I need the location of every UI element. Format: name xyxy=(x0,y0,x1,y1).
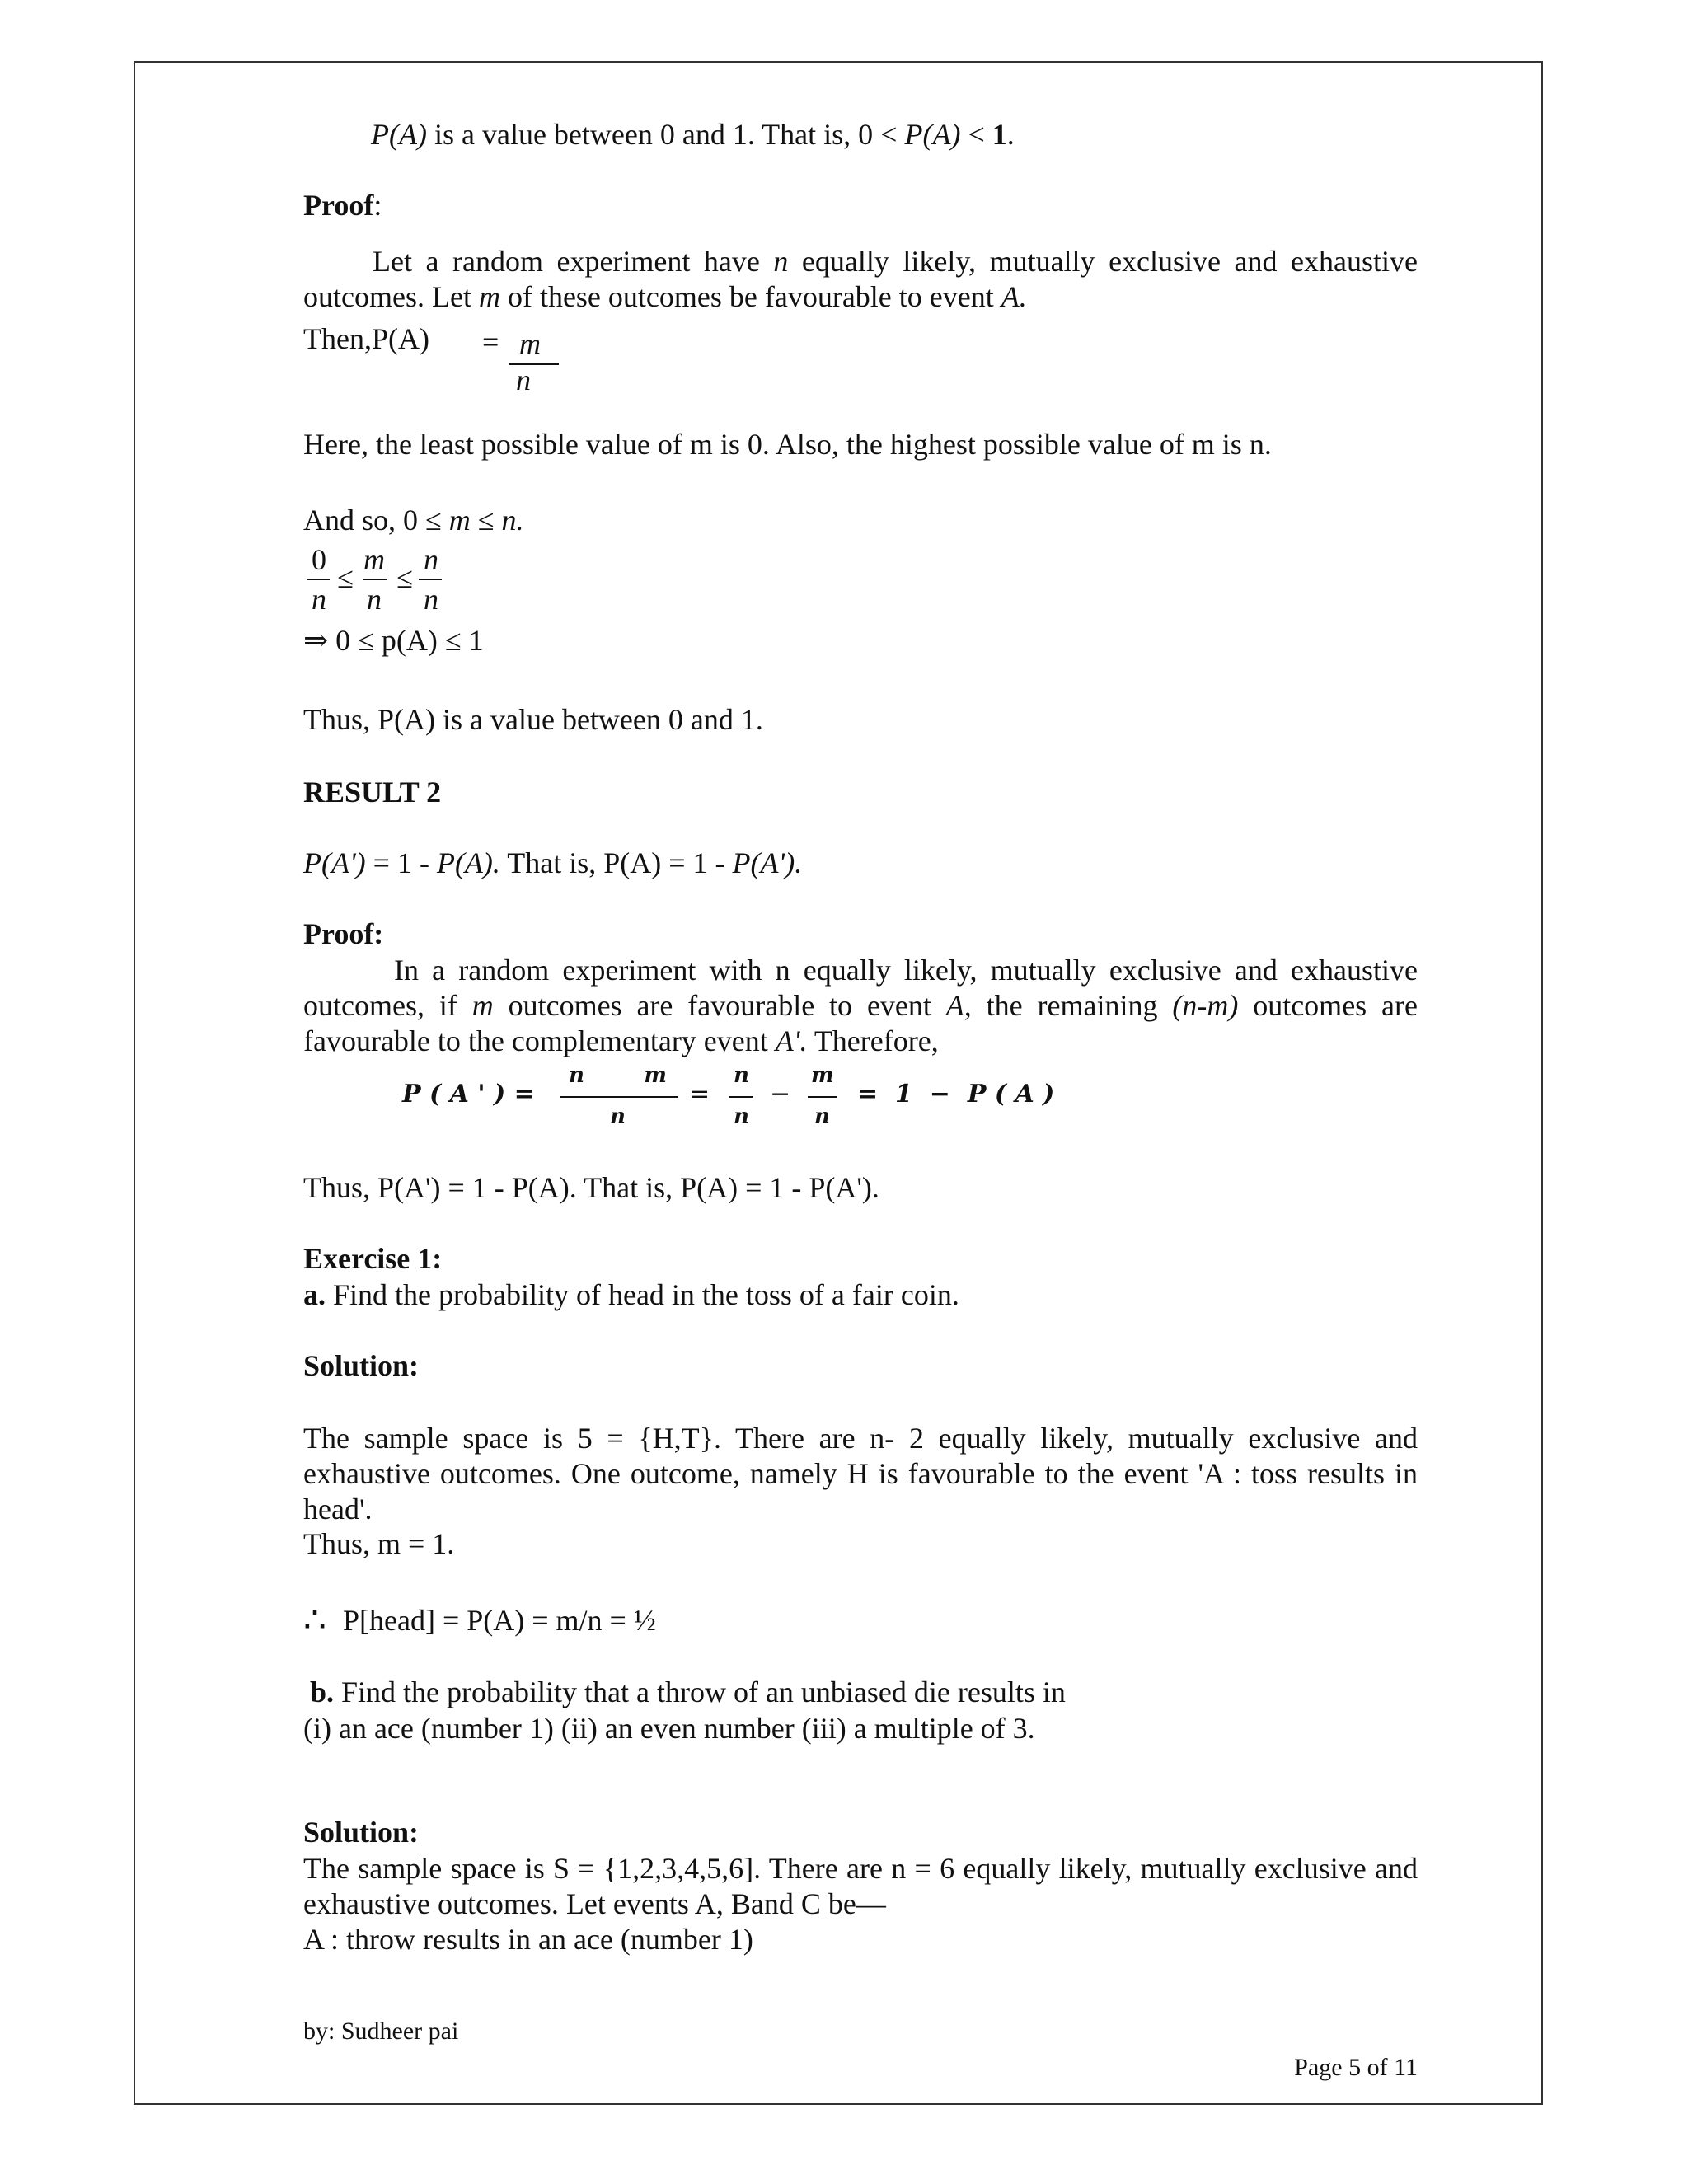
exercise1-b-label: b. xyxy=(310,1675,335,1708)
eq2-lhs: P ( A ' ) = xyxy=(402,1080,535,1108)
frac-n: n xyxy=(516,363,531,396)
ineq-line-1 xyxy=(307,579,330,580)
eq2-num2: n xyxy=(734,1063,749,1088)
result1-pa-2: P(A) xyxy=(904,118,961,151)
eq2-eq: = xyxy=(689,1080,710,1108)
proof2-heading: Proof: xyxy=(303,917,384,950)
eq-sign-text: = xyxy=(482,326,499,359)
eq2-num3: m xyxy=(811,1063,834,1088)
and-so-mid: ≤ xyxy=(470,504,502,537)
proof2-p-Ap: A'. xyxy=(775,1024,808,1057)
footer-page-number: Page 5 of 11 xyxy=(1294,2054,1418,2081)
page-border xyxy=(134,61,1543,2105)
proof2-paragraph xyxy=(303,953,1418,1059)
proof1-p1-a: Let a random experiment have xyxy=(373,245,774,278)
exercise1-b-items: (i) an ace (number 1) (ii) an even number (iii) a multiple of 3. xyxy=(303,1712,1035,1745)
frac-m: m xyxy=(519,327,541,360)
least-value-line: Here, the least possible value of m is 0. Also, the highest possible value of m is n. xyxy=(303,428,1272,461)
proof1-p1-n: n xyxy=(773,245,789,278)
and-so-line xyxy=(303,503,1418,538)
implies-line: ⇒ 0 ≤ p(A) ≤ 1 xyxy=(303,624,484,657)
result2-statement xyxy=(303,846,1418,881)
then-label: Then,P(A) xyxy=(303,322,429,355)
proof1-paragraph xyxy=(303,244,1418,315)
solution1-heading: Solution: xyxy=(303,1349,420,1382)
and-so-pre: And so, 0 ≤ xyxy=(303,504,449,537)
proof1-p1-c: of these outcomes be favourable to event xyxy=(499,280,1001,313)
eq2-den3: n xyxy=(814,1104,830,1129)
ineq-num-m: m xyxy=(363,543,385,576)
ineq-den-2: n xyxy=(367,583,382,616)
exercise1-a-text: Find the probability of head in the toss of a fair coin. xyxy=(326,1278,959,1311)
solution2-paragraph: The sample space is S = {1,2,3,4,5,6]. There are n = 6 equally likely, mutually exclusive and exhaustive outcomes. Let events A, Band C be— xyxy=(303,1852,1418,1920)
solution1-paragraph: The sample space is 5 = {H,T}. There are n- 2 equally likely, mutually exclusive and exhaustive outcomes. One outcome, namely H is favourable to the event 'A : toss results in head'. xyxy=(303,1422,1418,1526)
exercise1-b-text: Find the probability that a throw of an unbiased die results in xyxy=(334,1675,1066,1708)
eq2-num1: n m xyxy=(569,1063,667,1088)
proof2-p-c: the remaining xyxy=(971,989,1173,1022)
proof1-heading-text: Proof xyxy=(303,189,374,222)
solution2-heading: Solution: xyxy=(303,1816,420,1849)
eq2-den1: n xyxy=(610,1104,626,1129)
proof2-p-a: In a random experiment with n equally likely, mutually exclusive and exhaustive outcomes, if xyxy=(303,954,1418,1022)
exercise1-a-label: a. xyxy=(303,1278,326,1311)
proof2-p-b: outcomes are favourable to event xyxy=(493,989,946,1022)
result2-heading: RESULT 2 xyxy=(303,776,442,808)
proof1-p1-A: A. xyxy=(1001,280,1027,313)
exercise1-a xyxy=(303,1277,1418,1313)
proof2-p-A: A, xyxy=(945,989,972,1022)
phead-text: P[head] = P(A) = m/n = ½ xyxy=(343,1604,656,1637)
result2-b: = 1 - xyxy=(365,846,437,879)
then-pa-label xyxy=(303,321,1418,357)
ineq-le-2: ≤ xyxy=(396,561,413,594)
eq2-minus: − xyxy=(770,1080,791,1108)
result1-statement xyxy=(371,117,1485,152)
eq2-line-2 xyxy=(729,1096,753,1098)
result2-e: P(A'). xyxy=(732,846,803,879)
ineq-le-1: ≤ xyxy=(337,561,354,594)
proof1-p1-m: m xyxy=(478,280,500,313)
eq2-line-1 xyxy=(560,1096,678,1098)
proof2-p-d: outcomes are favourable to the complementary event xyxy=(303,989,1418,1057)
eq-sign xyxy=(482,325,499,360)
result1-lt: < xyxy=(960,118,992,151)
result1-text: is a value between 0 and 1. That is, 0 < xyxy=(426,118,905,151)
result1-end: . xyxy=(1006,118,1015,151)
result1-one: 1 xyxy=(992,118,1007,151)
ineq-den-1: n xyxy=(312,583,326,616)
proof2-p-e: Therefore, xyxy=(807,1024,939,1057)
eq2-line-3 xyxy=(808,1096,837,1098)
ineq-line-2 xyxy=(363,579,387,580)
ineq-num-n: n xyxy=(424,543,438,576)
result2-c: P(A). xyxy=(436,846,500,879)
proof2-p-nm: (n-m) xyxy=(1172,989,1239,1022)
proof1-heading xyxy=(303,188,1418,223)
eq2-den2: n xyxy=(734,1104,749,1129)
ineq-num-0: 0 xyxy=(312,543,326,576)
exercise1-b xyxy=(310,1675,1424,1710)
ineq-den-3: n xyxy=(424,583,438,616)
thus2-line: Thus, P(A') = 1 - P(A). That is, P(A) = 1 - P(A'). xyxy=(303,1171,879,1204)
footer-author: by: Sudheer pai xyxy=(303,2018,459,2045)
therefore-icon: ∴ xyxy=(303,1600,326,1640)
exercise1-heading: Exercise 1: xyxy=(303,1242,443,1275)
eq2-rhs: = 1 − P ( A ) xyxy=(857,1080,1055,1108)
thus-m-line: Thus, m = 1. xyxy=(303,1527,455,1560)
proof1-p1-b: equally likely, mutually exclusive and exhaustive outcomes. Let xyxy=(303,245,1418,313)
and-so-m: m xyxy=(448,504,471,537)
proof1-colon: : xyxy=(373,189,382,222)
therefore-line xyxy=(303,1602,1418,1638)
thus1-line: Thus, P(A) is a value between 0 and 1. xyxy=(303,703,763,736)
result2-d: That is, P(A) = 1 - xyxy=(499,846,733,879)
result2-a: P(A') xyxy=(303,846,366,879)
event-a-line: A : throw results in an ace (number 1) xyxy=(303,1923,753,1956)
result1-pa: P(A) xyxy=(371,118,427,151)
ineq-line-3 xyxy=(419,579,442,580)
proof2-p-m: m xyxy=(471,989,494,1022)
and-so-n: n. xyxy=(501,504,524,537)
